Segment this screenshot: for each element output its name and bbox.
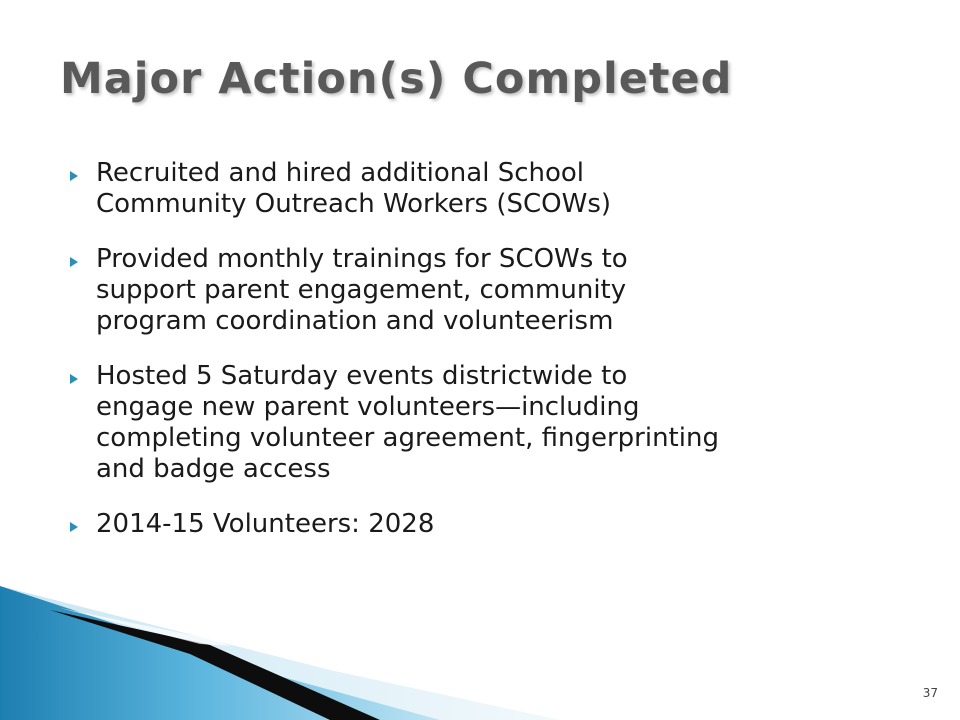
- bullet-item: [70, 158, 920, 220]
- bullet-item: [70, 509, 920, 540]
- bullet-list: [70, 158, 920, 564]
- bullet-text-line: engage new parent volunteers—including: [96, 392, 640, 422]
- bullet-text-line: program coordination and volunteerism: [96, 306, 614, 336]
- bullet-text-line: completing volunteer agreement, fingerprinting: [96, 423, 719, 453]
- bullet-text-line: Community Outreach Workers (SCOWs): [96, 189, 612, 219]
- bullet-item: [70, 361, 920, 485]
- triangle-right-icon: [70, 522, 78, 532]
- bullet-item: [70, 244, 920, 337]
- triangle-right-icon: [70, 171, 78, 181]
- bullet-text-line: support parent engagement, community: [96, 275, 627, 305]
- decorative-wave: [0, 550, 960, 720]
- triangle-right-icon: [70, 374, 78, 384]
- bullet-text-line: 2014-15 Volunteers: 2028: [96, 509, 435, 539]
- bullet-text-line: and badge access: [96, 454, 331, 484]
- bullet-text-line: Hosted 5 Saturday events districtwide to: [96, 361, 628, 391]
- triangle-right-icon: [70, 257, 78, 267]
- bullet-text-line: Provided monthly trainings for SCOWs to: [96, 244, 628, 274]
- page-number: 37: [922, 686, 938, 700]
- bullet-text-line: Recruited and hired additional School: [96, 158, 585, 188]
- slide-title: Major Action(s) Completed: [60, 54, 733, 104]
